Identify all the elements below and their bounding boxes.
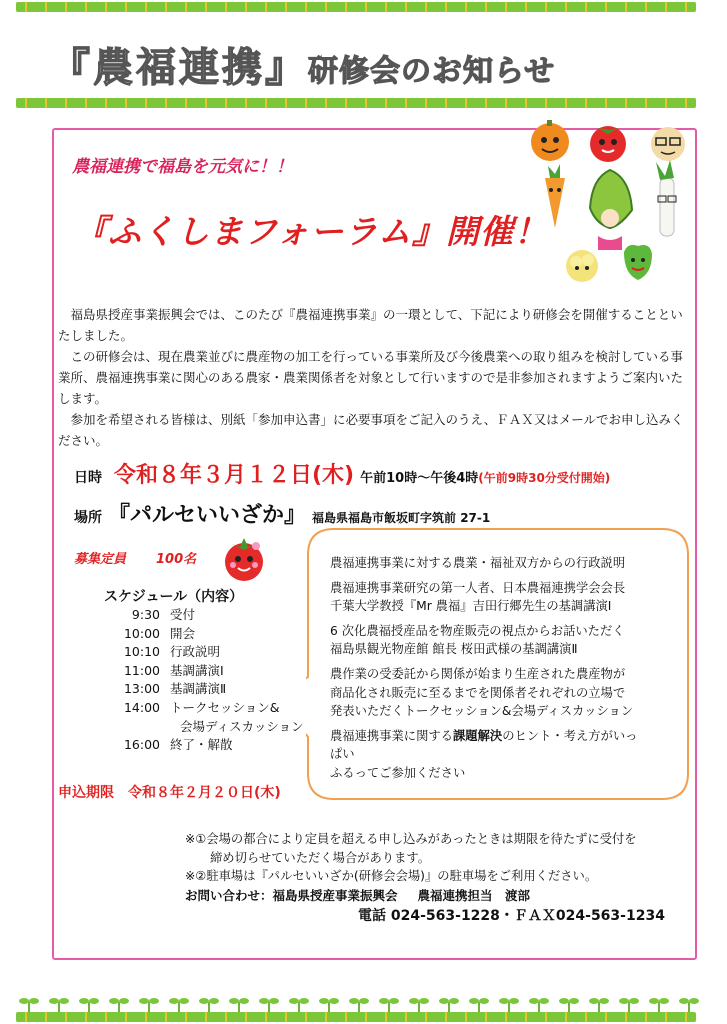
schedule-title: スケジュール（内容） (104, 589, 244, 605)
bubble-line: 農福連携事業に対する農業・福祉双方からの行政説明 (330, 556, 626, 570)
schedule-event: 開会 (170, 625, 196, 641)
bubble-line (330, 727, 680, 746)
bubble-line: 千葉大学教授『Mr 農福』吉田行郷先生の基調講演Ⅰ (330, 599, 612, 614)
schedule-row (104, 680, 304, 699)
intro-paragraph-3: 参加を希望される皆様は、別紙「参加申込書」に必要事項をご記入のうえ、ＦＡＸ又はメールでお申し込みください。 (58, 412, 684, 448)
title-main: 『農福連携』 (50, 44, 308, 91)
intro-paragraph-2: この研修会は、現在農業並びに農産物の加工を行っている事業所及び今後農業への取り組みを検討している事業所、農福連携事業に関心のある農家・農業関係者を対象として行いますので是非参加されますようご案内いたします。 (58, 349, 684, 406)
intro-paragraph-1: 福島県授産事業振興会では、このたび『農福連携事業』の一環として、下記により研修会を開催することといたしました。 (58, 307, 683, 343)
schedule-time: 13:00 (123, 681, 160, 697)
schedule-time: 16:00 (123, 737, 160, 753)
schedule-row (104, 718, 304, 737)
tomato-mascot-icon (590, 126, 626, 162)
schedule-event: 基調講演Ⅱ (170, 681, 227, 697)
capacity-value: 100名 (156, 552, 197, 567)
bubble-line: 発表いただくトークセッション&会場ディスカッション (330, 704, 634, 719)
schedule-row (104, 643, 304, 662)
note-1-cont: 締め切らせていただく場合があります。 (210, 850, 430, 865)
schedule-time (104, 718, 170, 737)
schedule-event: 基調講演Ⅰ (170, 662, 224, 678)
schedule-row (104, 625, 304, 644)
schedule-event: 行政説明 (170, 644, 221, 660)
note-1: ※①会場の都合により定員を超える申し込みがあったときは期限を待たずに受付を (185, 832, 637, 846)
schedule-event: トークセッション& (170, 699, 280, 715)
mascot-characters-illustration (520, 118, 698, 288)
leek-mascot-icon (656, 160, 676, 236)
deadline-label: 申込期限 (58, 785, 114, 801)
fukushima-leaf-mascot-icon (590, 170, 632, 250)
bubble-line: 農福連携事業研究の第一人者、日本農福連携学会会長 (330, 580, 626, 595)
bubble-text: 農福連携事業に関する (330, 728, 453, 743)
bubble-line: ふるってご参加ください (330, 765, 466, 780)
bubble-line: 商品化され販売に至るまでを関係者それぞれの立場で (330, 685, 626, 700)
schedule-time: 10:10 (123, 644, 160, 660)
bubble-line: 福島県観光物産館 館長 桜田武様の基調講演Ⅱ (330, 642, 578, 657)
top-decorative-band (16, 2, 696, 12)
schedule-time: 14:00 (123, 699, 160, 715)
bottom-decorative-band (16, 1012, 696, 1022)
place-name: 『パルセいいざか』 (108, 502, 307, 528)
schedule-row (104, 736, 304, 755)
event-time: 午前10時～午後4時 (360, 471, 479, 486)
program-description (330, 554, 680, 783)
bubble-line: 6 次化農福授産品を物産販売の視点からお話いただく (330, 623, 625, 638)
notes (185, 830, 690, 886)
schedule-row (104, 699, 304, 718)
bubble-text: のヒント・考え方がいっ (502, 728, 638, 743)
bubble-emphasis: 課題解決 (452, 728, 503, 743)
pumpkin-mascot-icon (531, 120, 569, 161)
schedule-row (104, 662, 304, 681)
place-address: 福島県福島市飯坂町字筑前 27-1 (312, 511, 491, 525)
application-deadline (58, 782, 281, 802)
schedule-time: 10:00 (123, 625, 160, 641)
page-title (50, 36, 555, 93)
date-label: 日時 (74, 470, 102, 486)
cauliflower-mascot-icon (566, 250, 598, 282)
place-label: 場所 (74, 510, 102, 526)
intro-text (58, 304, 690, 451)
title-underline-band (16, 98, 696, 108)
reception-time: (午前9時30分受付開始) (478, 471, 611, 485)
title-sub: 研修会のお知らせ (308, 54, 556, 89)
contact-phone: 電話 024-563-1228・ＦＡＸ024-563-1234 (358, 908, 665, 924)
carrot-mascot-icon (545, 164, 565, 228)
sprout-border-decoration (18, 994, 708, 1014)
schedule-time: 11:00 (123, 662, 160, 678)
schedule-event: 受付 (170, 607, 196, 622)
contact-person: 農福連携担当 渡部 (417, 888, 531, 903)
schedule-event: 会場ディスカッション (180, 718, 304, 734)
contact-info (185, 886, 530, 904)
schedule-time: 9:30 (131, 607, 160, 622)
capacity-label: 募集定員 (74, 552, 127, 567)
pepper-mascot-icon (624, 245, 652, 280)
contact-label: お問い合わせ：福島県授産事業振興会 (185, 888, 398, 903)
deadline-date: 令和８年２月２０日(木) (128, 785, 281, 801)
bubble-line: ぱい (330, 747, 355, 762)
event-date-row (74, 458, 674, 489)
schedule-event: 終了・解散 (170, 737, 233, 753)
event-date: 令和８年３月１２日(木) (114, 463, 355, 488)
schedule-row (104, 606, 304, 625)
capacity-row (74, 548, 196, 567)
forum-title: 『ふくしまフォーラム』開催！ (74, 212, 549, 251)
catchphrase: 農福連携で福島を元気に！！ (72, 157, 293, 177)
note-2: ※②駐車場は『パルセいいざか(研修会会場)』の駐車場をご利用ください。 (185, 869, 598, 884)
schedule-list (104, 606, 304, 755)
onion-mascot-icon (651, 127, 685, 161)
bubble-line: 農作業の受委託から関係が始まり生産された農産物が (330, 666, 626, 681)
tomato-mascot-small-icon (218, 532, 270, 584)
event-place-row (74, 498, 490, 529)
